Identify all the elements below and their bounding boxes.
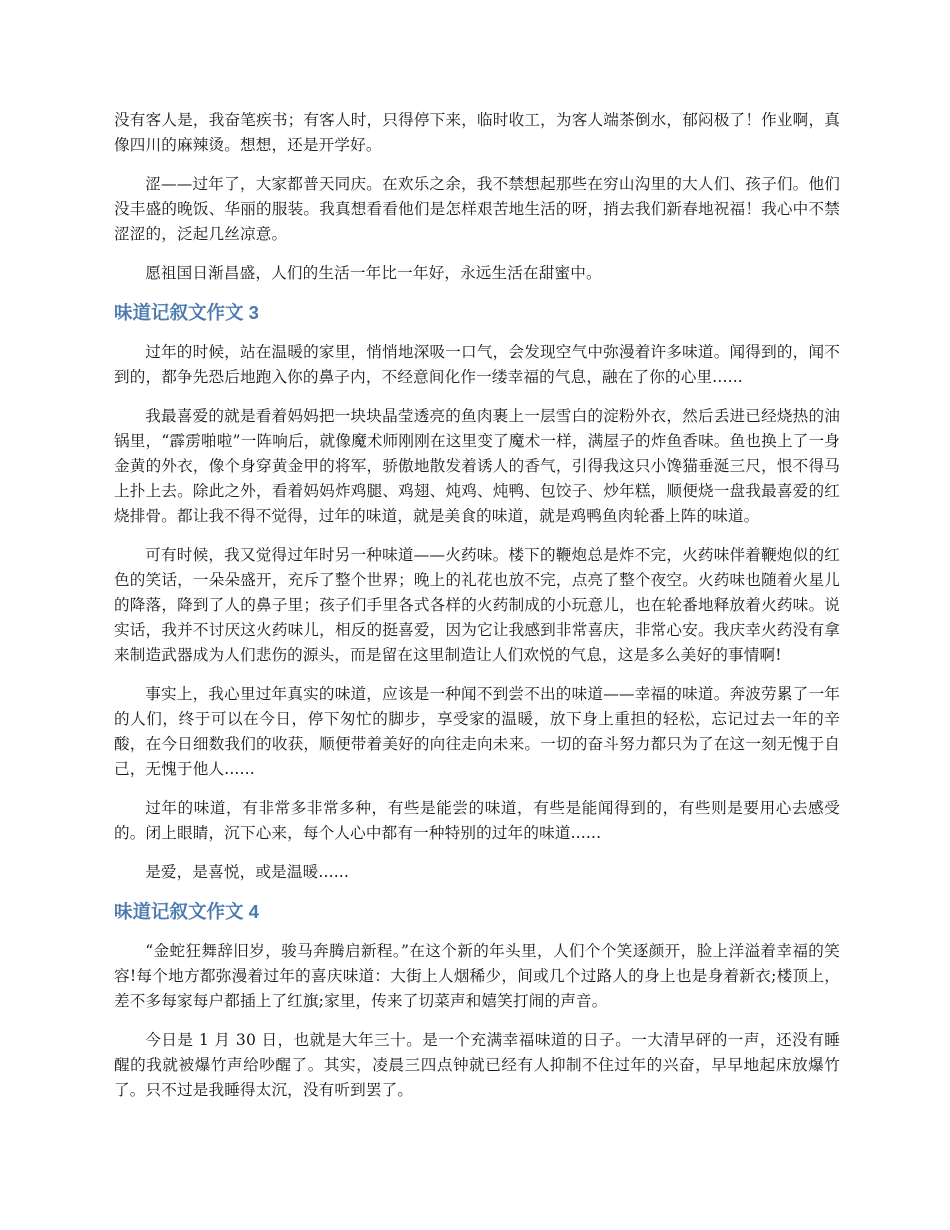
section-heading: 味道记叙文作文 3 xyxy=(114,302,259,323)
document-body xyxy=(114,108,840,1117)
paragraph: “金蛇狂舞辞旧岁，骏马奔腾启新程。”在这个新的年头里，人们个个笑逐颜开，脸上洋溢着幸福的笑容!每个地方都弥漫着过年的喜庆味道：大街上人烟稀少，间或几个过路人的身上也是身着新衣;楼顶上，差不多每家每户都插上了红旗;家里，传来了切菜声和嬉笑打闹的声音。 xyxy=(114,942,840,1010)
paragraph: 过年的味道，有非常多非常多种，有些是能尝的味道，有些是能闻得到的，有些则是要用心去感受的。闭上眼睛，沉下心来，每个人心中都有一种特别的过年的味道...... xyxy=(114,799,840,842)
paragraph: 可有时候，我又觉得过年时另一种味道——火药味。楼下的鞭炮总是炸不完，火药味伴着鞭炮似的红色的笑话，一朵朵盛开，充斥了整个世界；晚上的礼花也放不完，点亮了整个夜空。火药味也随着火星儿的降落，降到了人的鼻子里；孩子们手里各式各样的火药制成的小玩意儿，也在轮番地释放着火药味。说实话，我并不讨厌这火药味儿，相反的挺喜爱，因为它让我感到非常喜庆，非常心安。我庆幸火药没有拿来制造武器成为人们悲伤的源头，而是留在这里制造让人们欢悦的气息，这是多么美好的事情啊! xyxy=(114,546,840,664)
paragraph: 今日是 1 月 30 日，也就是大年三十。是一个充满幸福味道的日子。一大清早砰的一声，还没有睡醒的我就被爆竹声给吵醒了。其实，凌晨三四点钟就已经有人抑制不住过年的兴奋，早早地起床放爆竹了。只不过是我睡得太沉，没有听到罢了。 xyxy=(114,1031,840,1099)
paragraph: 涩——过年了，大家都普天同庆。在欢乐之余，我不禁想起那些在穷山沟里的大人们、孩子们。他们没丰盛的晚饭、华丽的服装。我真想看看他们是怎样艰苦地生活的呀，捎去我们新春地祝福！我心中不禁涩涩的，泛起几丝凉意。 xyxy=(114,175,840,243)
paragraph: 愿祖国日渐昌盛，人们的生活一年比一年好，永远生活在甜蜜中。 xyxy=(145,264,602,282)
paragraph: 我最喜爱的就是看着妈妈把一块块晶莹透亮的鱼肉裹上一层雪白的淀粉外衣，然后丢进已经烧热的油锅里，“霹雳啪啦”一阵响后，就像魔术师刚刚在这里变了魔术一样，满屋子的炸鱼香味。鱼也换上了一身金黄的外衣，像个身穿黄金甲的将军，骄傲地散发着诱人的香气，引得我这只小馋猫垂涎三尺，恨不得马上扑上去。除此之外，看着妈妈炸鸡腿、鸡翅、炖鸡、炖鸭、包饺子、炒年糕，顺便烧一盘我最喜爱的红烧排骨。都让我不得不觉得，过年的味道，就是美食的味道，就是鸡鸭鱼肉轮番上阵的味道。 xyxy=(114,407,840,525)
section-heading: 味道记叙文作文 4 xyxy=(114,901,259,922)
paragraph: 过年的时候，站在温暖的家里，悄悄地深吸一口气，会发现空气中弥漫着许多味道。闻得到的，闻不到的，都争先恐后地跑入你的鼻子内，不经意间化作一缕幸福的气息，融在了你的心里...... xyxy=(114,343,840,386)
paragraph: 没有客人是，我奋笔疾书；有客人时，只得停下来，临时收工，为客人端茶倒水，郁闷极了！作业啊，真像四川的麻辣烫。想想，还是开学好。 xyxy=(114,111,840,154)
paragraph: 事实上，我心里过年真实的味道，应该是一种闻不到尝不出的味道——幸福的味道。奔波劳累了一年的人们，终于可以在今日，停下匆忙的脚步，享受家的温暖，放下身上重担的轻松，忘记过去一年的辛酸，在今日细数我们的收获，顺便带着美好的向往走向未来。一切的奋斗努力都只为了在这一刻无愧于自己，无愧于他人...... xyxy=(114,685,840,778)
paragraph: 是爱，是喜悦，或是温暖...... xyxy=(145,863,350,881)
